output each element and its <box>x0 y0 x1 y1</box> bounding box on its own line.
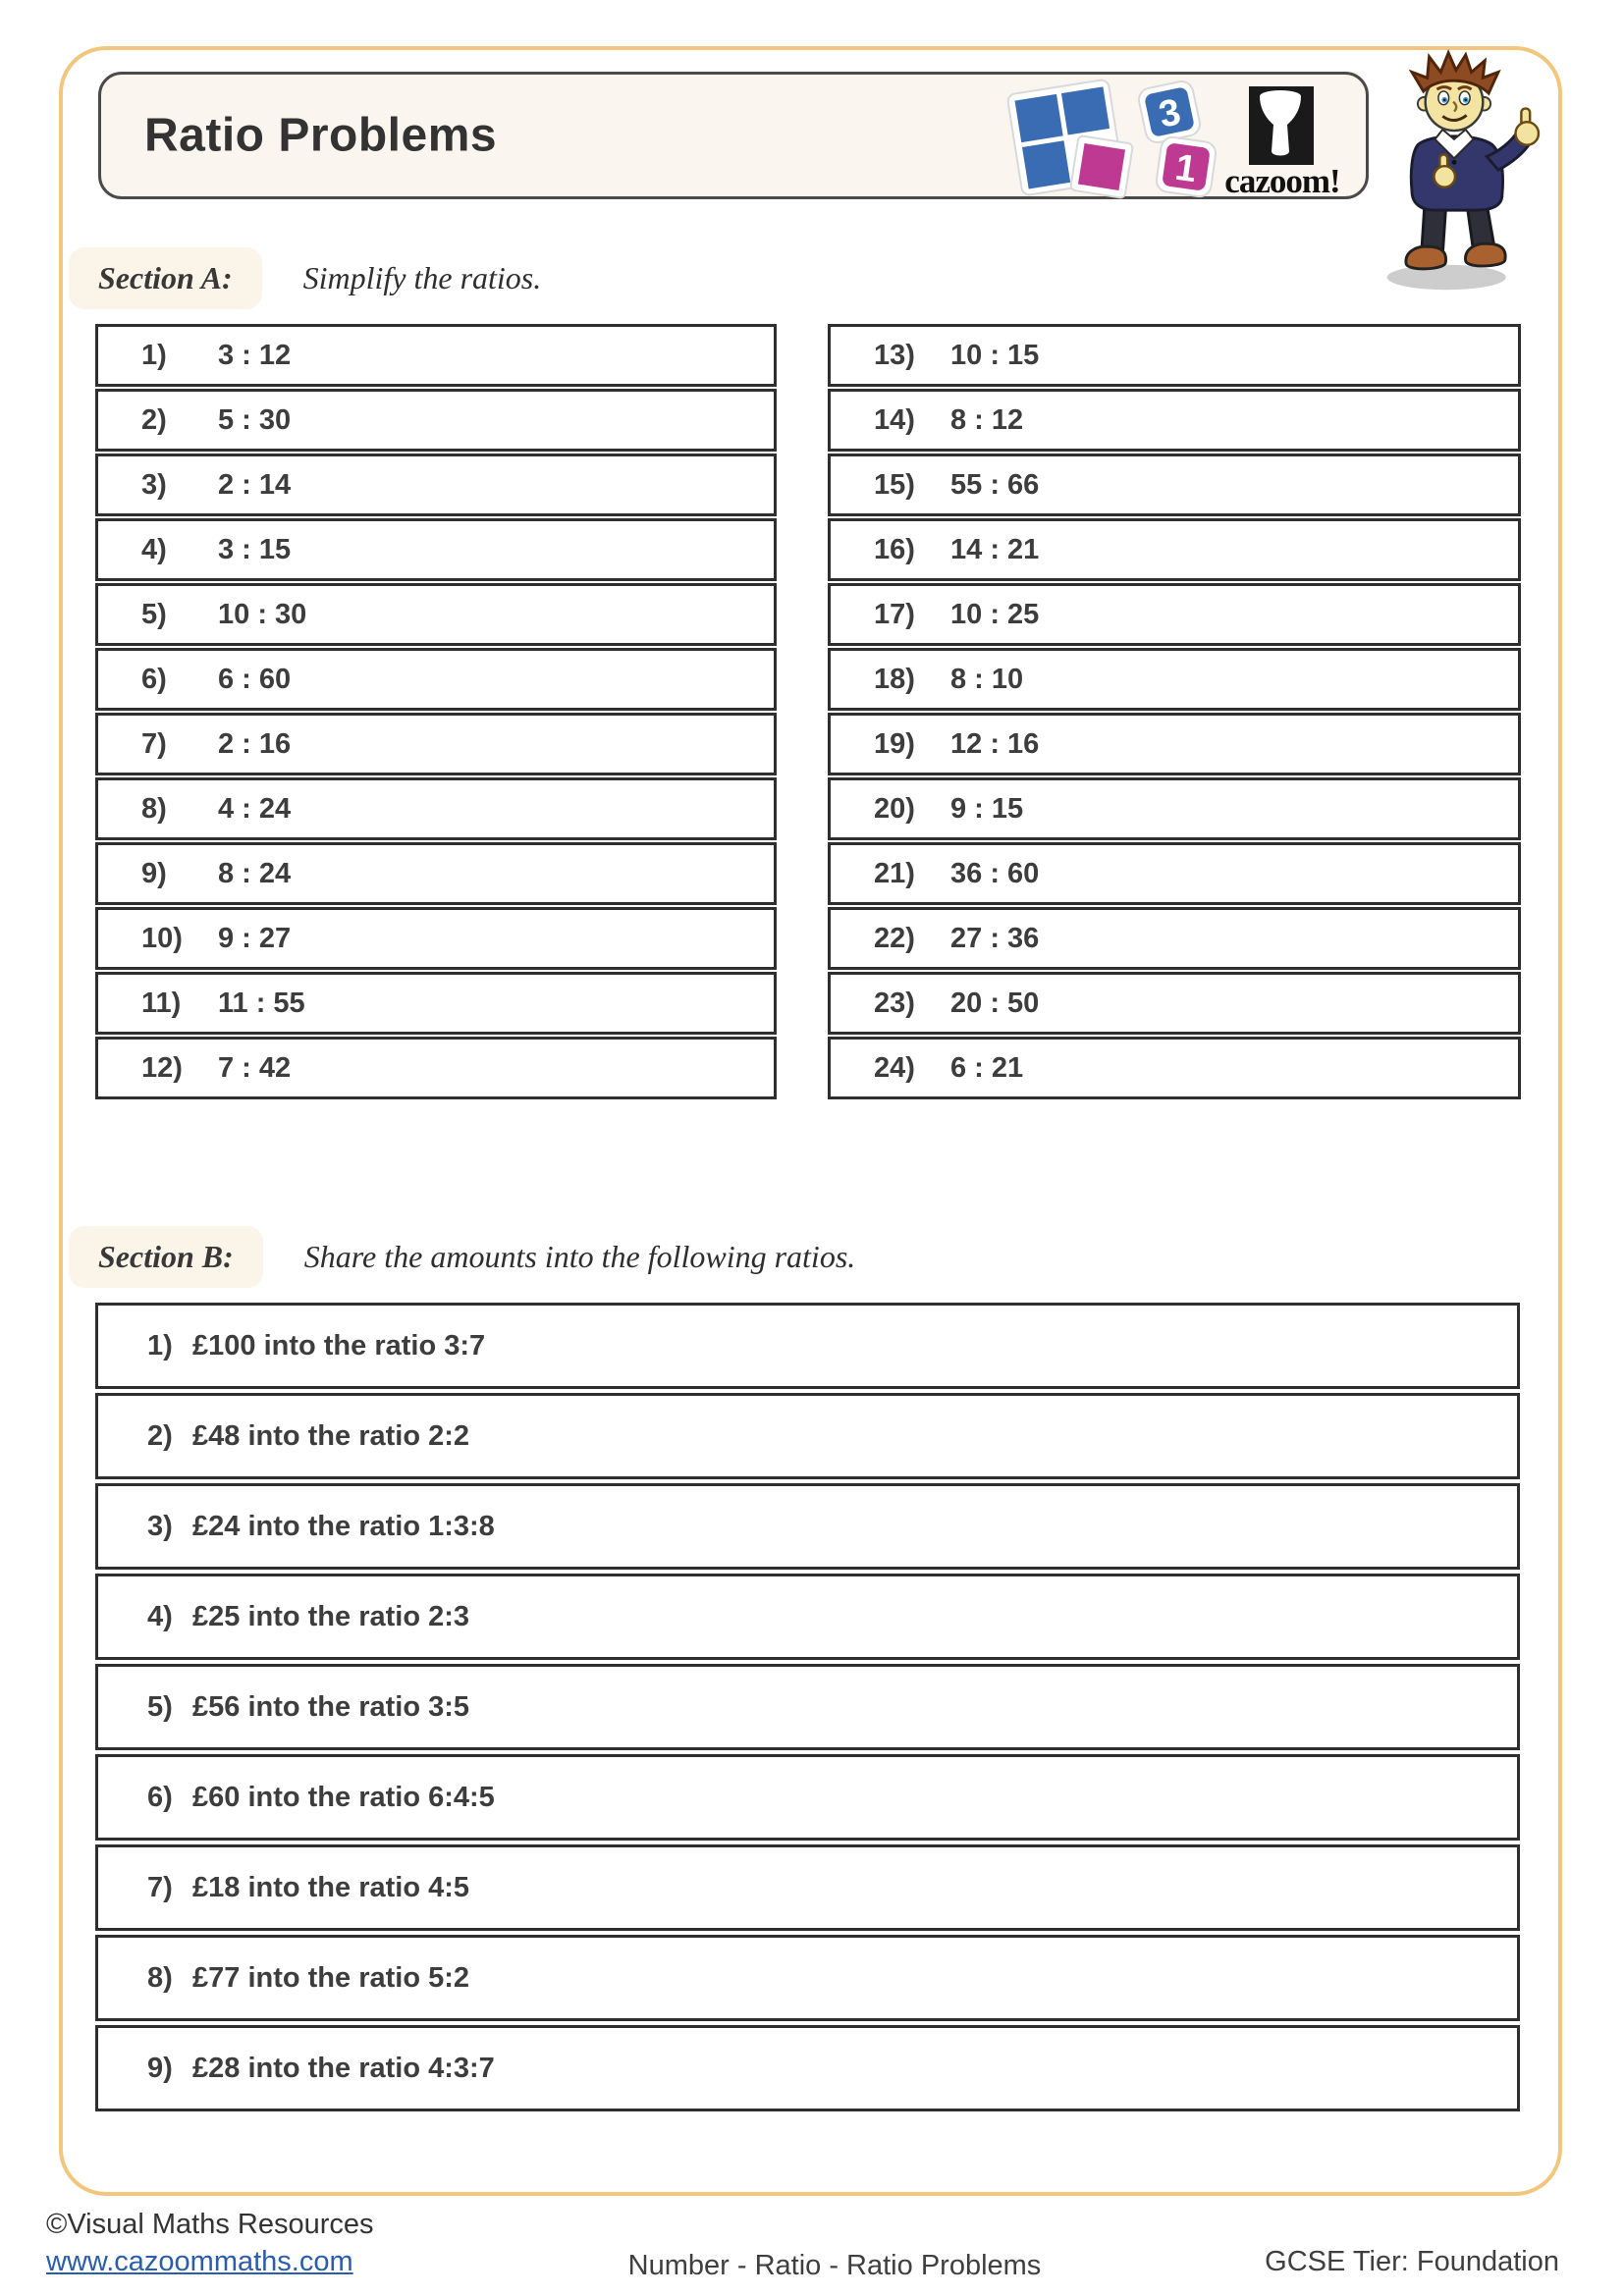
problem-number: 5) <box>141 598 167 630</box>
problem-text: 6 : 60 <box>218 663 292 695</box>
problem-text: 10 : 30 <box>218 598 307 630</box>
problem-number: 13) <box>874 339 915 371</box>
brand-wordmark: cazoom! <box>1224 162 1340 200</box>
section-a-label: Section A: <box>69 247 262 309</box>
problem-number: 4) <box>147 1600 173 1632</box>
footer-website-link[interactable]: www.cazoommaths.com <box>46 2246 353 2277</box>
problem-row <box>828 972 1521 1035</box>
problem-row <box>95 1393 1520 1479</box>
problem-text: 14 : 21 <box>950 533 1040 565</box>
problem-row <box>828 583 1521 646</box>
problem-number: 7) <box>141 727 167 760</box>
problem-row <box>95 454 777 516</box>
problem-text: £56 into the ratio 3:5 <box>192 1690 470 1723</box>
problem-row <box>95 1037 777 1099</box>
problem-text: 20 : 50 <box>950 987 1040 1019</box>
problem-row <box>828 777 1521 840</box>
problem-number: 3) <box>141 468 167 501</box>
problem-number: 9) <box>141 857 167 889</box>
problem-number: 18) <box>874 663 915 695</box>
problem-number: 21) <box>874 857 915 889</box>
section-b-instruction: Share the amounts into the following ratios. <box>303 1239 856 1274</box>
problem-row <box>828 324 1521 387</box>
problem-text: £60 into the ratio 6:4:5 <box>192 1781 495 1813</box>
problem-number: 17) <box>874 598 915 630</box>
cazoom-drum-icon <box>1249 86 1314 165</box>
problem-number: 23) <box>874 987 915 1019</box>
problem-text: £100 into the ratio 3:7 <box>192 1329 486 1362</box>
problem-row <box>828 389 1521 452</box>
logo-tile-pink-icon <box>1070 135 1133 198</box>
problem-row <box>95 907 777 970</box>
mascot-shadow <box>1387 265 1506 290</box>
problem-text: 8 : 24 <box>218 857 292 889</box>
problem-row <box>95 518 777 581</box>
problem-row <box>95 1303 1520 1389</box>
problem-row <box>828 1037 1521 1099</box>
problem-row <box>95 1754 1520 1841</box>
problem-row <box>95 583 777 646</box>
logo-tile-3-label: 3 <box>1155 91 1185 136</box>
problem-text: 11 : 55 <box>218 987 305 1019</box>
footer-gcse-tier: GCSE Tier: Foundation <box>1265 2246 1559 2277</box>
problem-text: 8 : 10 <box>950 663 1024 695</box>
problem-text: 10 : 25 <box>950 598 1040 630</box>
problem-number: 20) <box>874 792 915 825</box>
problem-number: 24) <box>874 1051 915 1084</box>
section-a-column-right <box>828 324 1521 1101</box>
problem-text: 3 : 12 <box>218 339 292 371</box>
mascot-illustration <box>1358 49 1550 298</box>
problem-text: 10 : 15 <box>950 339 1040 371</box>
section-b-header <box>69 1226 855 1288</box>
problem-text: 27 : 36 <box>950 922 1040 954</box>
problem-text: 2 : 14 <box>218 468 292 501</box>
problem-number: 1) <box>147 1329 173 1362</box>
problem-number: 14) <box>874 403 915 436</box>
problem-number: 12) <box>141 1051 183 1084</box>
problem-number: 1) <box>141 339 167 371</box>
problem-number: 3) <box>147 1510 173 1542</box>
problem-row <box>828 454 1521 516</box>
problem-number: 2) <box>141 403 167 436</box>
problem-row <box>95 1574 1520 1660</box>
section-a-instruction: Simplify the ratios. <box>302 260 542 295</box>
problem-number: 16) <box>874 533 915 565</box>
problem-text: 2 : 16 <box>218 727 292 760</box>
logo-tile-3-icon <box>1137 80 1202 144</box>
problem-number: 15) <box>874 468 915 501</box>
problem-row <box>95 1664 1520 1750</box>
problem-text: 8 : 12 <box>950 403 1024 436</box>
problem-row <box>95 713 777 775</box>
problem-text: 6 : 21 <box>950 1051 1024 1084</box>
problem-row <box>828 518 1521 581</box>
problem-text: £28 into the ratio 4:3:7 <box>192 2052 495 2084</box>
problem-row <box>95 2025 1520 2111</box>
problem-number: 6) <box>147 1781 173 1813</box>
problem-row <box>95 1844 1520 1931</box>
problem-number: 2) <box>147 1419 173 1452</box>
problem-number: 6) <box>141 663 167 695</box>
problem-number: 19) <box>874 727 915 760</box>
problem-number: 22) <box>874 922 915 954</box>
section-b-table <box>95 1303 1520 2115</box>
problem-number: 5) <box>147 1690 173 1723</box>
problem-text: 36 : 60 <box>950 857 1040 889</box>
logo-tile-1-icon <box>1155 135 1217 197</box>
section-a-header <box>69 247 541 309</box>
problem-number: 9) <box>147 2052 173 2084</box>
problem-row <box>828 842 1521 905</box>
problem-text: 9 : 15 <box>950 792 1024 825</box>
section-b-label: Section B: <box>69 1226 263 1288</box>
problem-text: 5 : 30 <box>218 403 292 436</box>
footer-doc-path: Number - Ratio - Ratio Problems <box>627 2250 1042 2281</box>
problem-row <box>95 842 777 905</box>
problem-text: 12 : 16 <box>950 727 1040 760</box>
problem-text: £48 into the ratio 2:2 <box>192 1419 470 1452</box>
problem-text: 9 : 27 <box>218 922 292 954</box>
problem-text: £24 into the ratio 1:3:8 <box>192 1510 495 1542</box>
problem-row <box>95 389 777 452</box>
cazoom-logo <box>982 75 1375 200</box>
problem-row <box>95 777 777 840</box>
problem-text: 4 : 24 <box>218 792 292 825</box>
problem-text: 3 : 15 <box>218 533 292 565</box>
page-title: Ratio Problems <box>144 109 498 162</box>
problem-row <box>95 1483 1520 1570</box>
logo-tile-1-label: 1 <box>1172 146 1200 191</box>
problem-row <box>95 648 777 711</box>
problem-text: 55 : 66 <box>950 468 1040 501</box>
problem-number: 11) <box>141 987 182 1019</box>
problem-row <box>95 324 777 387</box>
problem-number: 10) <box>141 922 183 954</box>
problem-row <box>95 972 777 1035</box>
section-a-column-left <box>95 324 777 1101</box>
problem-text: £18 into the ratio 4:5 <box>192 1871 470 1903</box>
problem-number: 8) <box>141 792 167 825</box>
problem-row <box>828 713 1521 775</box>
problem-number: 4) <box>141 533 167 565</box>
problem-row <box>828 648 1521 711</box>
footer-copyright: ©Visual Maths Resources <box>46 2209 374 2240</box>
problem-row <box>95 1935 1520 2021</box>
problem-text: 7 : 42 <box>218 1051 292 1084</box>
problem-text: £77 into the ratio 5:2 <box>192 1961 470 1994</box>
problem-text: £25 into the ratio 2:3 <box>192 1600 470 1632</box>
problem-number: 7) <box>147 1871 173 1903</box>
problem-number: 8) <box>147 1961 173 1994</box>
problem-row <box>828 907 1521 970</box>
